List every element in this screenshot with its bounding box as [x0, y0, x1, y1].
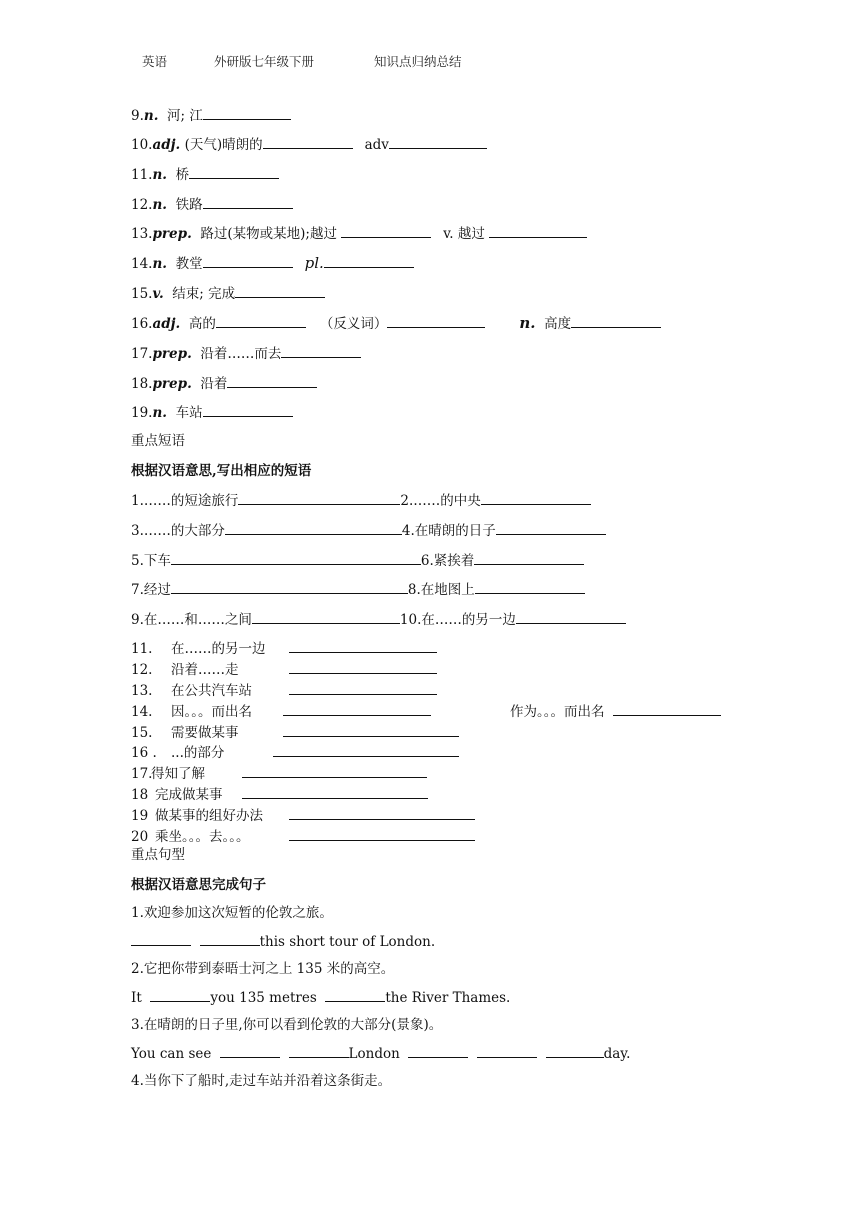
vocab-pos: prep. — [152, 346, 192, 362]
phrase-pair-row — [131, 551, 584, 570]
phrase-prompt: 7.经过 — [131, 582, 171, 598]
answer-blank[interactable] — [171, 580, 408, 594]
vocab-number: 16. — [131, 316, 153, 332]
vocab-pos: n. — [152, 405, 167, 421]
answer-blank[interactable] — [227, 374, 317, 388]
vocab-meaning: 教堂 — [175, 256, 203, 272]
answer-blank[interactable] — [389, 135, 487, 149]
phrase-prompt: 在公共汽车站 — [171, 683, 252, 699]
vocab-pos: v. — [152, 286, 164, 302]
phrase-list-item — [131, 660, 437, 679]
sentence-chinese: 3.在晴朗的日子里,你可以看到伦敦的大部分(景象)。 — [131, 1017, 443, 1033]
phrase-number: 12. — [131, 662, 153, 678]
vocab-number: 17. — [131, 346, 153, 362]
sentence-text: London — [348, 1046, 400, 1062]
answer-blank[interactable] — [242, 785, 428, 799]
sentence-text: You can see — [131, 1046, 212, 1062]
answer-blank[interactable] — [235, 284, 325, 298]
answer-blank[interactable] — [477, 1044, 537, 1058]
phrase-prompt: 5.下车 — [131, 553, 171, 569]
phrase-prompt: 需要做某事 — [171, 725, 239, 741]
answer-blank[interactable] — [481, 491, 591, 505]
answer-blank[interactable] — [289, 806, 475, 820]
answer-blank[interactable] — [387, 314, 485, 328]
vocab-number: 12. — [131, 197, 153, 213]
header-subject: 英语 — [142, 54, 168, 69]
vocab-extra: pl. — [304, 254, 324, 272]
answer-blank[interactable] — [613, 702, 721, 716]
vocab-item — [131, 165, 279, 184]
answer-blank[interactable] — [289, 639, 437, 653]
answer-blank[interactable] — [281, 344, 361, 358]
answer-blank[interactable] — [171, 551, 421, 565]
answer-blank[interactable] — [150, 988, 210, 1002]
phrase-list-item — [131, 723, 459, 742]
sentence-chinese: 1.欢迎参加这次短暂的伦敦之旅。 — [131, 905, 333, 921]
phrase-list-item — [131, 639, 437, 658]
sentence-english — [131, 988, 510, 1007]
answer-blank[interactable] — [131, 932, 191, 946]
answer-blank[interactable] — [289, 660, 437, 674]
answer-blank[interactable] — [496, 521, 606, 535]
vocab-pos: prep. — [152, 376, 192, 392]
phrase-number: 20 — [131, 829, 149, 845]
section-heading: 重点短语 — [131, 433, 185, 449]
answer-blank[interactable] — [200, 932, 260, 946]
vocab-number: 14. — [131, 256, 153, 272]
phrase-prompt: 4.在晴朗的日子 — [401, 523, 496, 539]
vocab-number: 11. — [131, 167, 153, 183]
vocab-meaning: 河; 江 — [167, 108, 203, 124]
vocab-extra: v. 越过 — [443, 226, 485, 242]
phrase-prompt: 做某事的组好办法 — [155, 808, 263, 824]
sentence-text: the River Thames. — [385, 990, 511, 1006]
vocab-pos: prep. — [152, 226, 192, 242]
phrase-prompt: 得知了解 — [151, 766, 205, 782]
vocab-meaning: 路过(某物或某地);越过 — [200, 226, 337, 242]
sentence-chinese: 4.当你下了船时,走过车站并沿着这条街走。 — [131, 1073, 392, 1089]
answer-blank[interactable] — [225, 521, 402, 535]
phrase-number: 18 — [131, 787, 149, 803]
answer-blank[interactable] — [289, 1044, 349, 1058]
phrase-number: 19 — [131, 808, 149, 824]
sentence-text: It — [131, 990, 142, 1006]
phrase-number: 13. — [131, 683, 153, 699]
answer-blank[interactable] — [289, 681, 437, 695]
sentence-text: you 135 metres — [210, 990, 317, 1006]
phrase-pair-row — [131, 610, 626, 629]
phrase-prompt: 6.紧挨着 — [420, 553, 475, 569]
phrase-pair-row — [131, 580, 585, 599]
phrase-pair-row — [131, 521, 606, 540]
vocab-pos: adj. — [152, 137, 181, 153]
phrase-prompt: 作为。。。而出名 — [510, 704, 605, 720]
vocab-meaning: 高的 — [188, 316, 216, 332]
vocab-number: 18. — [131, 376, 153, 392]
answer-blank[interactable] — [242, 764, 427, 778]
section-instruction: 根据汉语意思完成句子 — [131, 877, 266, 893]
phrase-list-item — [131, 827, 475, 846]
vocab-item — [131, 344, 361, 363]
vocab-item — [131, 106, 291, 125]
answer-blank[interactable] — [571, 314, 661, 328]
answer-blank[interactable] — [238, 491, 400, 505]
answer-blank[interactable] — [325, 988, 385, 1002]
vocab-meaning: 铁路 — [175, 197, 203, 213]
vocab-pos: n. — [152, 197, 167, 213]
answer-blank[interactable] — [283, 723, 459, 737]
phrase-number: 14. — [131, 704, 153, 720]
answer-blank[interactable] — [189, 165, 279, 179]
answer-blank[interactable] — [289, 827, 475, 841]
answer-blank[interactable] — [408, 1044, 468, 1058]
answer-blank[interactable] — [516, 610, 626, 624]
phrase-prompt: 乘坐。。。去。。。 — [155, 829, 250, 845]
answer-blank[interactable] — [203, 106, 291, 120]
vocab-item — [131, 374, 317, 393]
vocab-item — [131, 135, 487, 154]
vocab-meaning: 桥 — [175, 167, 190, 183]
vocab-meaning: 沿着 — [200, 376, 228, 392]
phrase-prompt: 10.在……的另一边 — [399, 612, 516, 628]
phrase-list-item — [131, 785, 428, 804]
sentence-chinese: 2.它把你带到泰晤士河之上 135 米的高空。 — [131, 961, 395, 977]
vocab-meaning: (天气)晴朗的 — [184, 137, 263, 153]
sentence-english — [131, 1044, 630, 1063]
sentence-text: day. — [603, 1046, 631, 1062]
answer-blank[interactable] — [252, 610, 400, 624]
phrase-number: 17. — [131, 766, 153, 782]
sentence-text: this short tour of London. — [259, 934, 436, 950]
phrase-list-item — [131, 681, 437, 700]
answer-blank[interactable] — [474, 551, 584, 565]
phrase-list-item — [131, 764, 427, 783]
vocab-meaning: 车站 — [175, 405, 203, 421]
phrase-prompt: 完成做某事 — [155, 787, 223, 803]
phrase-prompt: 9.在……和……之间 — [131, 612, 252, 628]
vocab-number: 15. — [131, 286, 153, 302]
header-topic: 知识点归纳总结 — [373, 54, 462, 69]
answer-blank[interactable] — [283, 702, 431, 716]
vocab-extra: adv — [364, 137, 389, 153]
vocab-item — [131, 314, 661, 333]
vocab-item — [131, 224, 587, 243]
answer-blank[interactable] — [489, 224, 587, 238]
vocab-item — [131, 284, 325, 303]
vocab-pos: n. — [152, 256, 167, 272]
phrase-number: 11. — [131, 641, 153, 657]
phrase-prompt: ...的部分 — [171, 745, 225, 761]
phrase-prompt: 2.……的中央 — [400, 493, 481, 509]
phrase-number: 15. — [131, 725, 153, 741]
section-heading: 重点句型 — [131, 847, 185, 863]
phrase-prompt: 1.……的短途旅行 — [131, 493, 239, 509]
phrase-prompt: 3.……的大部分 — [131, 523, 225, 539]
answer-blank[interactable] — [475, 580, 585, 594]
phrase-list-item — [131, 806, 475, 825]
vocab-number: 10. — [131, 137, 153, 153]
phrase-number: 16 . — [131, 745, 157, 761]
answer-blank[interactable] — [203, 254, 293, 268]
answer-blank[interactable] — [263, 135, 353, 149]
vocab-item — [131, 195, 293, 214]
phrase-prompt: 因。。。而出名 — [171, 704, 252, 720]
vocab-number: 13. — [131, 226, 153, 242]
phrase-prompt: 沿着……走 — [171, 662, 239, 678]
answer-blank[interactable] — [220, 1044, 280, 1058]
answer-blank[interactable] — [546, 1044, 604, 1058]
vocab-pos: adj. — [152, 316, 181, 332]
phrase-list-item — [131, 743, 459, 762]
phrase-prompt: 8.在地图上 — [407, 582, 475, 598]
vocab-pos: n. — [152, 167, 167, 183]
phrase-list-item — [131, 702, 721, 721]
page-header — [142, 52, 461, 70]
section-instruction: 根据汉语意思,写出相应的短语 — [131, 463, 312, 479]
vocab-number: 19. — [131, 405, 153, 421]
answer-blank[interactable] — [203, 403, 293, 417]
vocab-pos: n. — [519, 314, 536, 332]
answer-blank[interactable] — [216, 314, 306, 328]
phrase-pair-row — [131, 491, 591, 510]
answer-blank[interactable] — [203, 195, 293, 209]
vocab-extra: （反义词） — [319, 316, 388, 332]
header-book: 外研版七年级下册 — [213, 54, 314, 69]
vocab-extra: 高度 — [544, 316, 572, 332]
vocab-meaning: 沿着……而去 — [200, 346, 282, 362]
answer-blank[interactable] — [324, 254, 414, 268]
vocab-meaning: 结束; 完成 — [172, 286, 236, 302]
answer-blank[interactable] — [341, 224, 431, 238]
vocab-pos: n. — [143, 108, 159, 124]
sentence-english — [131, 932, 435, 951]
phrase-prompt: 在……的另一边 — [171, 641, 266, 657]
vocab-item — [131, 254, 414, 273]
vocab-item — [131, 403, 293, 422]
vocab-number: 9. — [131, 108, 144, 124]
answer-blank[interactable] — [273, 743, 459, 757]
